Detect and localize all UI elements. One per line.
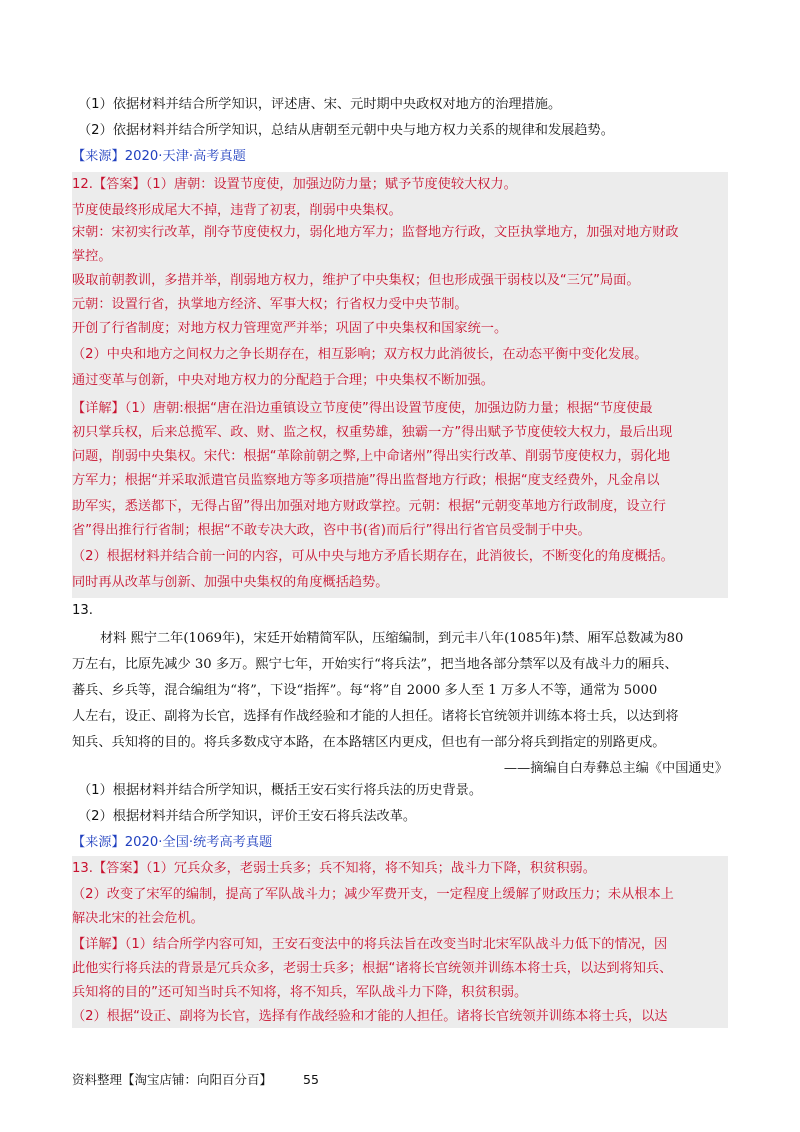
q13-material-line: 材料 熙宁二年(1069年)，宋廷开始精简军队，压缩编制，到元丰八年(1085年)禁、厢军总数减为80 [100,631,684,646]
q12-detail-line: 方军力；根据“并采取派遣官员监察地方等多项措施”得出监督地方行政；根据“度支经费外，凡金帛以 [72,473,660,488]
q13-answer-line: （2）改变了宋军的编制，提高了军队战斗力；减少军费开支，一定程度上缓解了财政压力；未从根本上 [72,887,674,902]
q13-material-line: 知兵、兵知将的目的。将兵多数戍守本路，在本路辖区内更戍，但也有一部分将兵到指定的别路更戍。 [72,735,666,750]
q12-detail-line: 初只掌兵权，后来总揽军、政、财、监之权，权重势雄，独霸一方”得出赋予节度使较大权力，最后出现 [72,425,673,440]
q12-answer-line: 掌控。 [72,249,112,264]
q12-answer-line: 吸取前朝教训，多措并举，削弱地方权力，维护了中央集权；但也形成强干弱枝以及“三冗”局面。 [72,273,640,288]
q12-detail-line: 问题，削弱中央集权。宋代：根据“革除前朝之弊,上中命诸州”得出实行改革、削弱节度使权力，弱化地 [72,449,671,464]
q13-answer-line: 解决北宋的社会危机。 [72,911,204,926]
q13-detail-line: 【详解】（1）结合所学内容可知，王安石变法中的将兵法旨在改变当时北宋军队战斗力低下的情况，因 [72,937,668,952]
q12-answer-line: 12.【答案】（1）唐朝：设置节度使，加强边防力量；赋予节度使较大权力。 [72,177,517,192]
q13-material-line: 人左右，设正、副将为长官，选择有作战经验和才能的人担任。诸将长官统领并训练本将士兵，以达到将 [72,709,679,724]
footer-text: 资料整理【淘宝店铺：向阳百分百】 [72,1072,273,1087]
q13-sub-question-1: （1）根据材料并结合所学知识，概括王安石实行将兵法的历史背景。 [78,783,483,798]
q12-sub-question-2: （2）依据材料并结合所学知识，总结从唐朝至元朝中央与地方权力关系的规律和发展趋势。 [78,123,614,138]
q12-detail-line: 同时再从改革与创新、加强中央集权的角度概括趋势。 [72,575,389,590]
q13-detail-line: （2）根据“设正、副将为长官，选择有作战经验和才能的人担任。诸将长官统领并训练本将士兵，以达 [72,1009,668,1024]
q12-answer-line: 宋朝：宋初实行改革，削夺节度使权力，弱化地方军力；监督地方行政，文臣执掌地方，加强对地方财政 [72,225,679,240]
q12-detail-line: 【详解】（1）唐朝:根据“唐在沿边重镇设立节度使”得出设置节度使，加强边防力量；根据“节度使最 [72,401,653,416]
q12-source: 【来源】2020·天津·高考真题 [72,149,246,164]
q12-answer-line: 节度使最终形成尾大不掉，违背了初衷，削弱中央集权。 [72,203,402,218]
q12-detail-line: 省”得出推行行省制；根据“不敢专决大政，咨中书(省)而后行”得出行省官员受制于中央。 [72,523,591,538]
q13-detail-line: 此他实行将兵法的背景是冗兵众多，老弱士兵多；根据“诸将长官统领并训练本将士兵，以达到将知兵、 [72,961,673,976]
q12-sub-question-1: （1）依据材料并结合所学知识，评述唐、宋、元时期中央政权对地方的治理措施。 [78,97,562,112]
q13-material-line: 万左右，比原先减少 30 多万。熙宁七年，开始实行“将兵法”，把当地各部分禁军以及有战斗力的厢兵、 [72,657,678,672]
q12-answer-line: 开创了行省制度；对地方权力管理宽严并举；巩固了中央集权和国家统一。 [72,321,508,336]
q12-answer-line: 元朝：设置行省，执掌地方经济、军事大权；行省权力受中央节制。 [72,297,468,312]
q12-detail-line: （2）根据材料并结合前一问的内容，可从中央与地方矛盾长期存在，此消彼长，不断变化的角度概括。 [72,549,674,564]
q12-answer-line: （2）中央和地方之间权力之争长期存在，相互影响；双方权力此消彼长，在动态平衡中变化发展。 [72,347,648,362]
q12-answer-line: 通过变革与创新，中央对地方权力的分配趋于合理；中央集权不断加强。 [72,373,494,388]
q13-detail-line: 兵知将的目的”还可知当时兵不知将，将不知兵，军队战斗力下降，积贫积弱。 [72,985,528,1000]
q13-source: 【来源】2020·全国·统考高考真题 [72,835,273,850]
q12-detail-line: 助军实，悉送都下，无得占留”得出加强对地方财政掌控。元朝：根据“元朝变革地方行政制度，设立行 [72,499,666,514]
q13-citation: ——摘编自白寿彝总主编《中国通史》 [503,761,728,776]
q13-material-line: 蕃兵、乡兵等，混合编组为“将”，下设“指挥”。每“将”自 2000 多人至 1 万多人不等，通常为 5000 [72,683,658,698]
q13-number: 13. [72,603,93,618]
page-number: 55 [303,1072,319,1087]
q13-sub-question-2: （2）根据材料并结合所学知识，评价王安石将兵法改革。 [78,809,417,824]
q13-answer-line: 13.【答案】（1）冗兵众多，老弱士兵多；兵不知将，将不知兵；战斗力下降，积贫积弱。 [72,861,596,876]
